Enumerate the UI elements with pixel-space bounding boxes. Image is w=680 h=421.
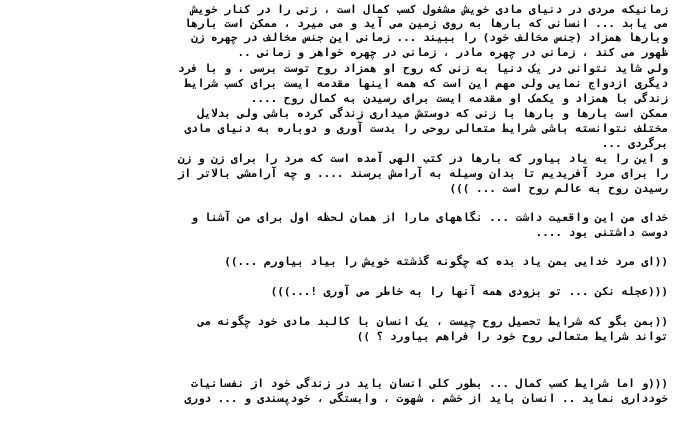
quote-line: (((عجله نکن ... تو بزودی همه آنها را به خاطر می آوری !...))) xyxy=(270,285,668,298)
quote-line: تواند شرایط متعالی روح خود را فراهم بیاورد ؟ )) xyxy=(356,330,668,343)
text-line: برگردی ... xyxy=(601,137,668,150)
blank-line xyxy=(4,196,668,211)
text-line: وبارها همزاد (جنس مخالف خود) را ببیند ... زمانی این جنس مخالف در چهره زن xyxy=(191,31,668,44)
text-line: ظهور می کند ، زمانی در چهره مادر ، زمانی در چهره خواهر و زمانی .. xyxy=(237,46,668,59)
quote-line: ((بمن بگو که شرایط تحصیل روح چیست ، یک انسان با کالبد مادی خود چگونه می xyxy=(197,315,668,328)
text-line: ولی شاید نتوانی در یک دنیا به زنی که روح او همزاد روح توست برسی ، و با فرد xyxy=(177,62,668,75)
quote-line: (((و اما شرایط کسب کمال ... بطور کلی انسان باید در زندگی خود از نفسانیات xyxy=(191,377,668,390)
text-line: زندگی با همزاد و یکمک او مقدمه ایست برای رسیدن به کمال روح .... xyxy=(250,92,668,105)
text-line: می یابد ... انسانی که بارها به روی زمین می آید و می میرد ، ممکن است بارها xyxy=(184,17,668,30)
text-line: رسیدن روح به عالم روح است ... ))) xyxy=(449,182,668,195)
text-line: زمانیکه مردی در دنیای مادی خویش مشغول کسب کمال است ، زنی را در کنار خویش xyxy=(191,3,668,16)
blank-line xyxy=(4,269,668,284)
text-line: دوست داشتنی بود .... xyxy=(535,226,668,239)
text-line: مختلف نتوانسته باشی شرایط متعالی روحی را بدست آوری و دوباره به دنیای مادی xyxy=(184,122,668,135)
text-line: دیگری ازدواج نمایی ولی مهم این است که همه اینها مقدمه ایست برای کسب شرایط xyxy=(184,77,668,90)
quote-line: خودداری نماید .. انسان باید از خشم ، شهوت ، وابستگی ، خودپسندی و ... دوری xyxy=(184,392,668,405)
text-line: خدای من این واقعیت داشت ... نگاههای مارا از همان لحظه اول برای من آشنا و xyxy=(191,211,668,224)
blank-line xyxy=(4,299,668,314)
text-line: را برای مرد آفریدیم تا بدان وسیله به آرامش برسند .... و چه آرامشی بالاتر از xyxy=(177,167,668,180)
blank-line xyxy=(4,240,668,255)
quote-line: ((ای مرد خدایی بمن یاد بده که چگونه گذشته خویش را بیاد بیاورم ...)) xyxy=(224,255,668,268)
text-line: و این را به یاد بیاور که بارها در کتب الهی آمده است که مرد را برای زن و زن xyxy=(177,152,668,165)
blank-line xyxy=(4,344,668,359)
text-line: ممکن است بارها و بارها با زنی که دوستش میداری زندگی کرده باشی ولی بدلایل xyxy=(197,107,668,120)
